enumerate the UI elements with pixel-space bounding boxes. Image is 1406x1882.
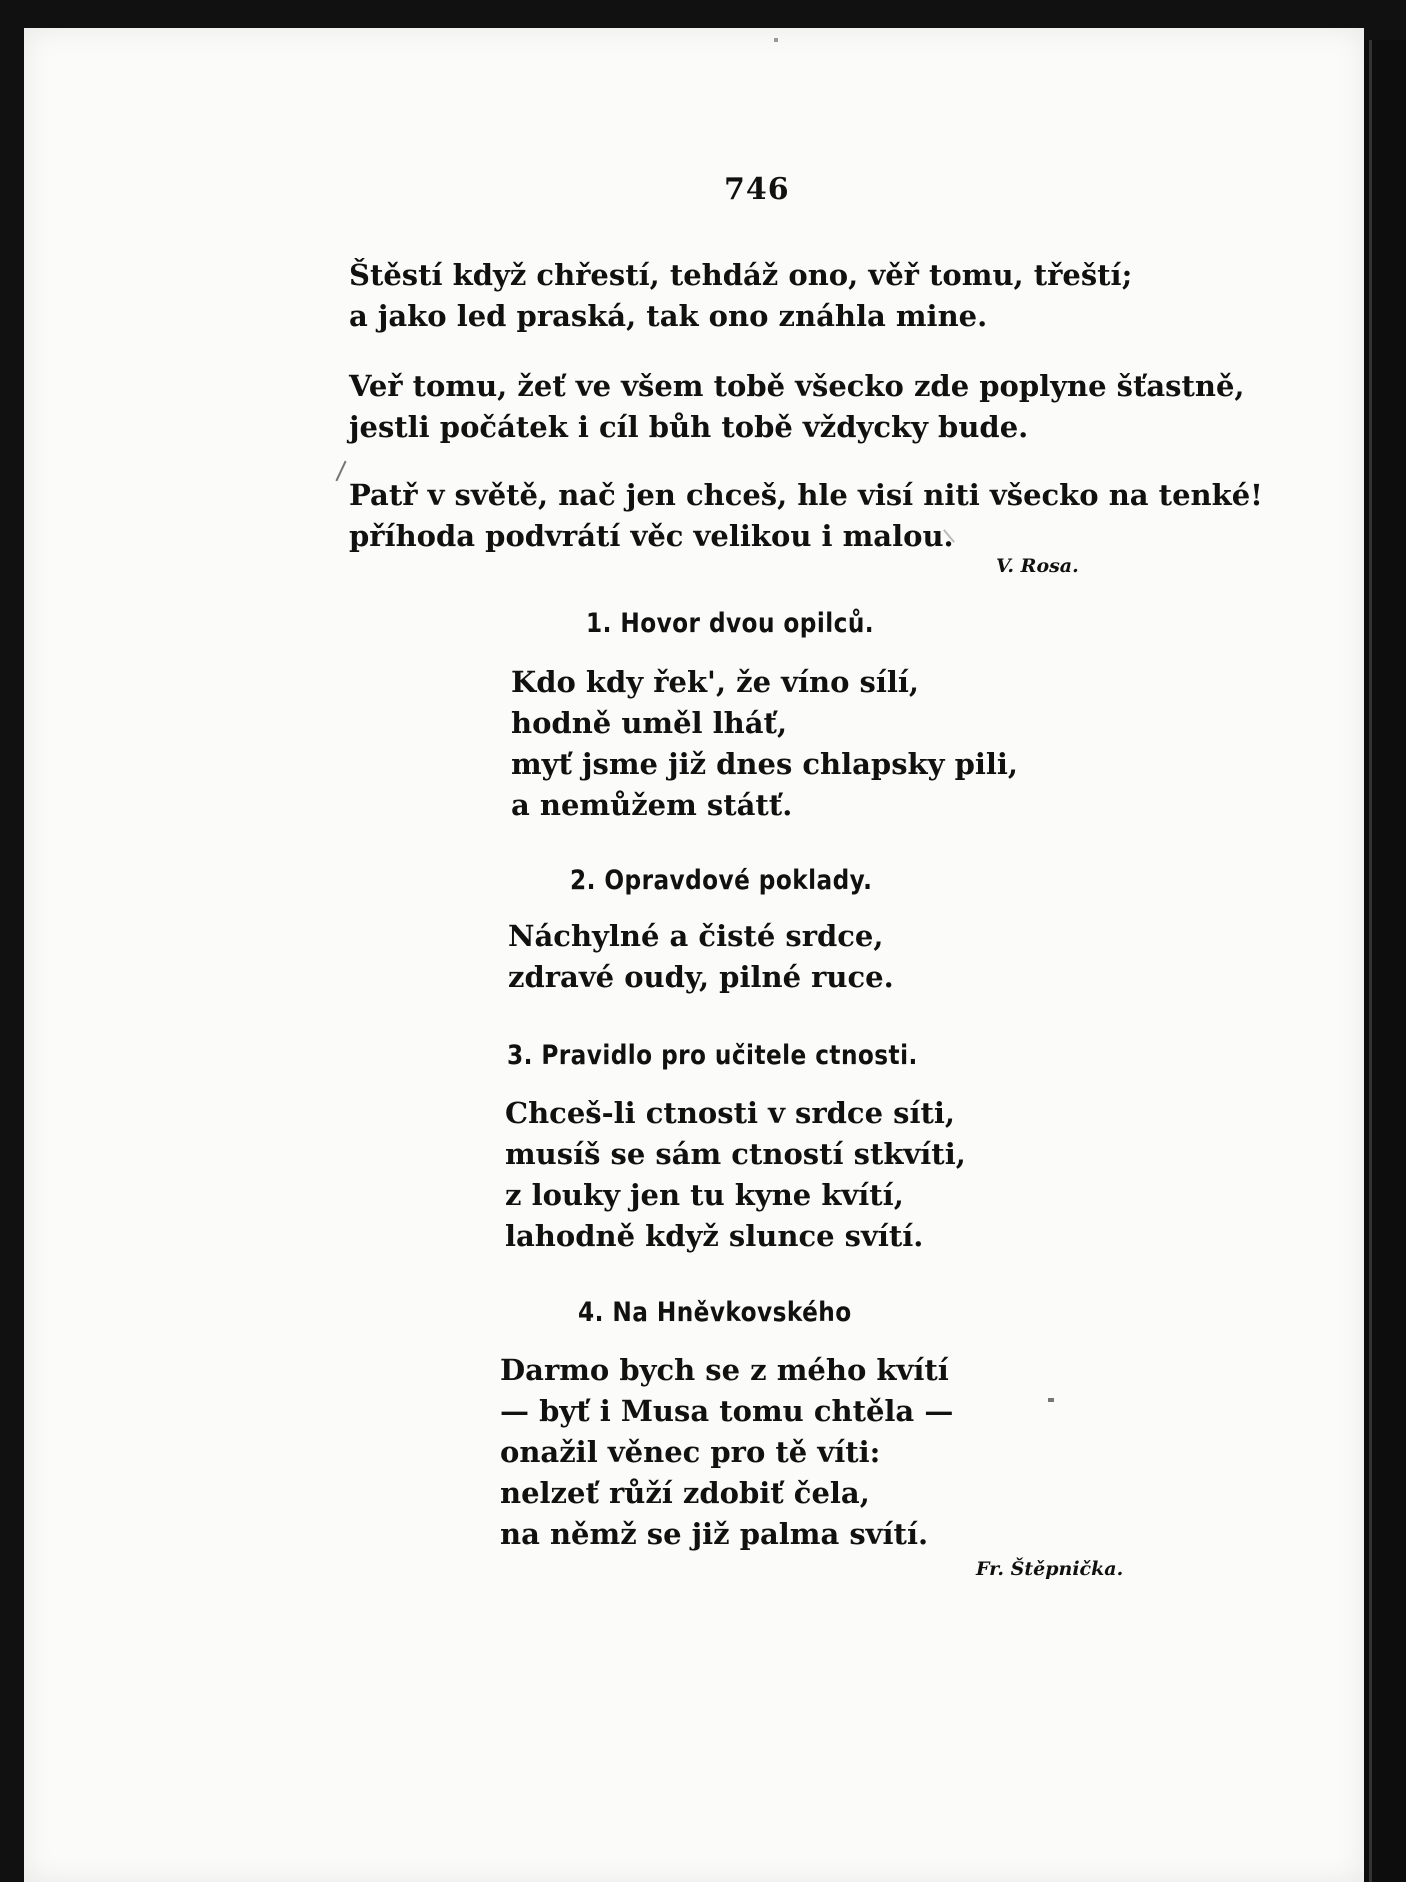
verse-line: a jako led praská, tak ono znáhla mine.	[349, 299, 988, 333]
poem-heading: 3. Pravidlo pro učitele ctnosti.	[507, 1040, 918, 1071]
intro-stanza-1	[349, 255, 1132, 337]
verse-line: příhoda podvrátí věc velikou i malou.	[349, 519, 954, 553]
verse-line: Darmo bych se z mého kvítí	[500, 1353, 949, 1387]
verse-line: Patř v světě, nač jen chceš, hle visí niti všecko na tenké!	[349, 478, 1263, 512]
verse-line: — byť i Musa tomu chtěla —	[500, 1394, 954, 1428]
verse-line: Náchylné a čisté srdce,	[508, 919, 884, 953]
poem-2	[508, 916, 894, 998]
verse-line: musíš se sám ctností stkvíti,	[505, 1137, 966, 1171]
verse-line: Štěstí když chřestí, tehdáž ono, věř tomu, třeští;	[349, 258, 1133, 292]
verse-line: z louky jen tu kyne kvítí,	[505, 1178, 904, 1212]
verse-line: zdravé oudy, pilné ruce.	[508, 960, 894, 994]
poem-heading: 1. Hovor dvou opilců.	[586, 608, 875, 639]
verse-line: hodně uměl lháť,	[511, 706, 788, 740]
verse-line: jestli počátek i cíl bůh tobě vždycky bude.	[349, 410, 1029, 444]
verse-line: onažil věnec pro tě víti:	[500, 1435, 881, 1469]
poem-heading: 2. Opravdové poklady.	[570, 865, 873, 896]
page-number: 746	[724, 172, 790, 207]
author-signature: Fr. Štěpnička.	[976, 1558, 1124, 1580]
author-signature: V. Rosa.	[996, 555, 1079, 577]
poem-heading: 4. Na Hněvkovského	[578, 1297, 852, 1328]
intro-stanza-3	[349, 475, 1263, 557]
verse-line: a nemůžem státť.	[511, 788, 793, 822]
verse-line: Kdo kdy řek', že víno sílí,	[511, 665, 920, 699]
intro-stanza-2	[349, 366, 1245, 448]
verse-line: nelzeť růží zdobiť čela,	[500, 1476, 870, 1510]
verse-line: Chceš-li ctnosti v srdce síti,	[505, 1096, 955, 1130]
poem-3	[505, 1093, 966, 1257]
verse-line: myť jsme již dnes chlapsky pili,	[511, 747, 1019, 781]
verse-line: lahodně když slunce svítí.	[505, 1219, 924, 1253]
poem-1	[511, 662, 1018, 826]
verse-line: Veř tomu, žeť ve všem tobě všecko zde poplyne šťastně,	[349, 369, 1245, 403]
poem-4	[500, 1350, 953, 1555]
verse-line: na němž se již palma svítí.	[500, 1517, 929, 1551]
